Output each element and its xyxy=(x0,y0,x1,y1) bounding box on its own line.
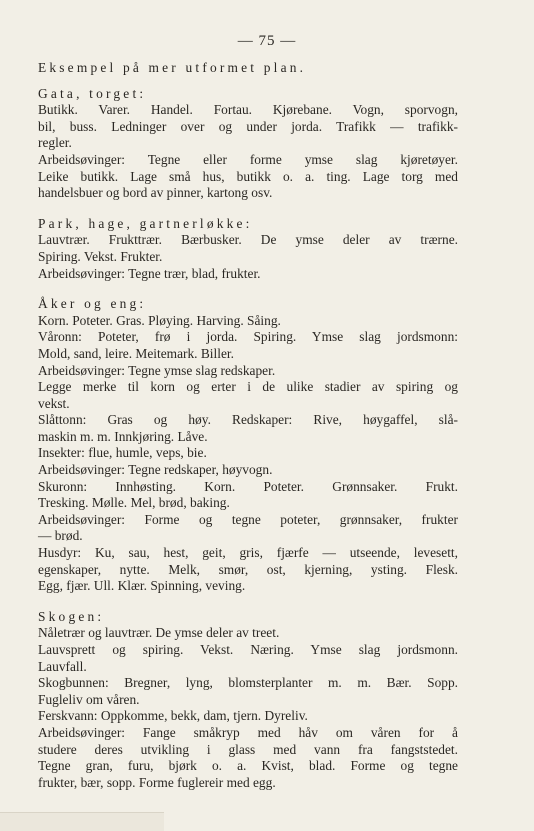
text-line: maskin m. m. Innkjøring. Låve. xyxy=(38,428,208,444)
text-line: Spiring. Vekst. Frukter. xyxy=(38,248,163,264)
page-number: — 75 — xyxy=(237,33,297,49)
text-line: Skogbunnen: Bregner, lyng, blomsterplanter m. m. Bær. Sopp. xyxy=(38,675,458,691)
text-line: Husdyr: Ku, sau, hest, geit, gris, fjærfe — utseende, levesett, xyxy=(38,545,458,561)
document-title: Eksempel på mer utformet plan. xyxy=(38,60,307,75)
section-heading: Skogen: xyxy=(38,608,105,624)
text-line: Egg, fjær. Ull. Klær. Spinning, veving. xyxy=(38,578,246,594)
text-line: Korn. Poteter. Gras. Pløying. Harving. Såing. xyxy=(38,312,281,328)
section-gata-torget xyxy=(38,86,458,202)
text-line: Lauvtrær. Frukttrær. Bærbusker. De ymse deler av trærne. xyxy=(38,232,458,248)
text-line: Arbeidsøvinger: Tegne redskaper, høyvogn. xyxy=(38,462,273,478)
section-heading: Gata, torget: xyxy=(38,85,147,101)
text-line: Nåletrær og lauvtrær. De ymse deler av treet. xyxy=(38,625,280,641)
text-line: egenskaper, nytte. Melk, smør, ost, kjerning, ysting. Flesk. xyxy=(38,561,458,577)
section-park-hage xyxy=(38,216,458,282)
text-line: studere deres utvikling i glass med vann fra fangststedet. xyxy=(38,741,458,757)
text-line: Arbeidsøvinger: Tegne trær, blad, frukter. xyxy=(38,265,261,281)
section-aker-eng xyxy=(38,296,458,595)
text-line: Arbeidsøvinger: Forme og tegne poteter, grønnsaker, frukter xyxy=(38,511,458,527)
text-line: Leike butikk. Lage små hus, butikk o. a. ting. Lage torg med xyxy=(38,168,458,184)
section-heading: Park, hage, gartnerløkke: xyxy=(38,215,253,231)
text-line: Arbeidsøvinger: Tegne eller forme ymse slag kjøretøyer. xyxy=(38,151,458,167)
text-line: Arbeidsøvinger: Fange småkryp med håv om våren for å xyxy=(38,724,458,740)
text-line: Lauvfall. xyxy=(38,658,87,674)
text-line: Mold, sand, leire. Meitemark. Biller. xyxy=(38,345,234,361)
document-body xyxy=(38,60,458,791)
page-edge-shadow xyxy=(0,812,164,831)
text-line: Ferskvann: Oppkomme, bekk, dam, tjern. Dyreliv. xyxy=(38,708,308,724)
text-line: Tegne gran, furu, bjørk o. a. Kvist, blad. Forme og tegne xyxy=(38,758,458,774)
text-line: Slåttonn: Gras og høy. Redskaper: Rive, høygaffel, slå- xyxy=(38,412,458,428)
text-line: frukter, bær, sopp. Forme fuglereir med egg. xyxy=(38,774,276,790)
text-line: Legge merke til korn og erter i de ulike stadier av spiring og xyxy=(38,379,458,395)
section-skogen xyxy=(38,609,458,792)
text-line: Insekter: flue, humle, veps, bie. xyxy=(38,445,207,461)
text-line: Lauvsprett og spiring. Vekst. Næring. Ymse slag jordsmonn. xyxy=(38,642,458,657)
text-line: Skuronn: Innhøsting. Korn. Poteter. Grønnsaker. Frukt. xyxy=(38,478,458,494)
text-line: Våronn: Poteter, frø i jorda. Spiring. Ymse slag jordsmonn: xyxy=(38,329,458,345)
text-line: Butikk. Varer. Handel. Fortau. Kjørebane. Vogn, sporvogn, xyxy=(38,102,458,118)
text-line: bil, buss. Ledninger over og under jorda. Trafikk — trafikk- xyxy=(38,118,458,134)
text-line: Arbeidsøvinger: Tegne ymse slag redskaper. xyxy=(38,362,276,378)
text-line: vekst. xyxy=(38,395,70,411)
text-line: Tresking. Mølle. Mel, brød, baking. xyxy=(38,495,230,511)
text-line: regler. xyxy=(38,135,72,151)
section-heading: Åker og eng: xyxy=(38,296,147,312)
text-line: — brød. xyxy=(38,528,83,544)
text-line: Fugleliv om våren. xyxy=(38,691,140,707)
text-line: handelsbuer og bord av pinner, kartong osv. xyxy=(38,185,273,201)
